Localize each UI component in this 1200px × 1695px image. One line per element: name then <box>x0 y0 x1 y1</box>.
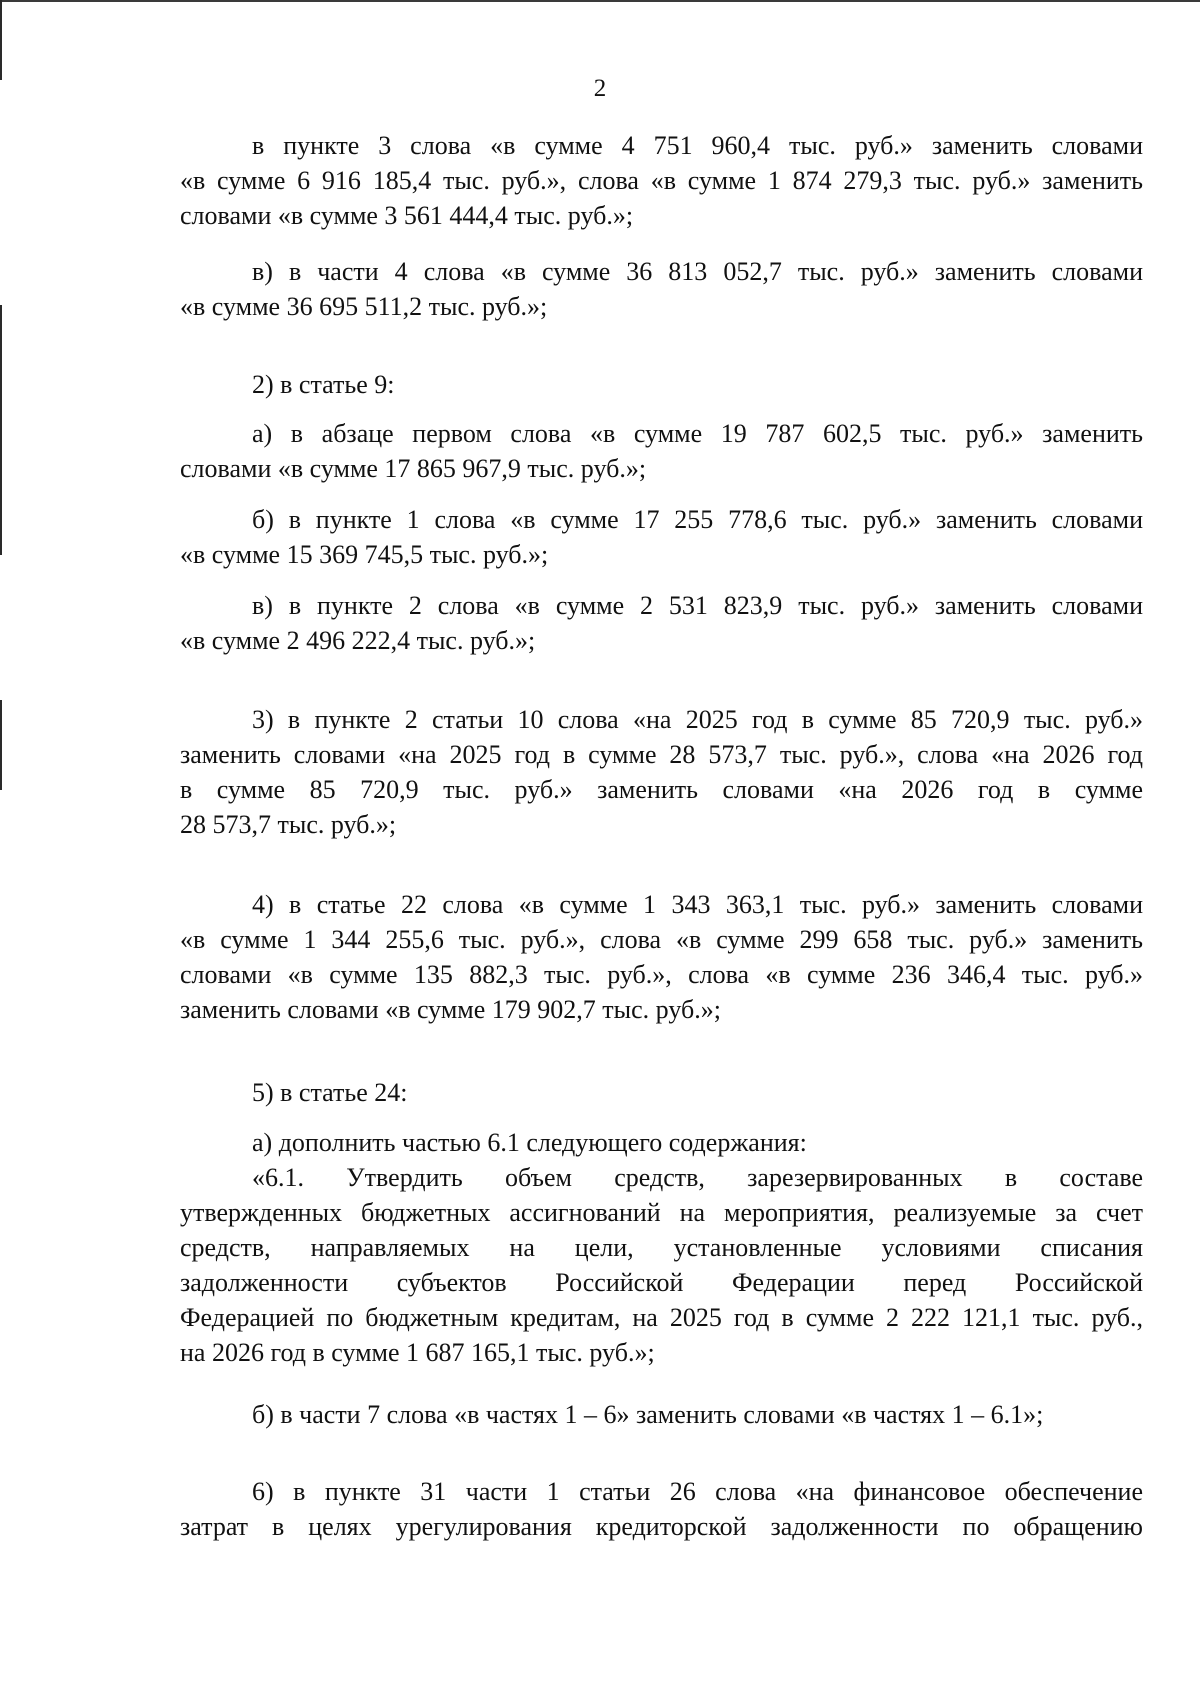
text-line: утвержденных бюджетных ассигнований на мероприятия, реализуемые за счет <box>180 1198 1143 1227</box>
quoted-part-6-1 <box>180 1160 1143 1370</box>
text-line: 2) в статье 9: <box>252 370 395 399</box>
paragraph-item-2 <box>180 367 1143 402</box>
text-line: «в сумме 36 695 511,2 тыс. руб.»; <box>180 292 548 321</box>
scan-top-edge <box>0 0 1200 2</box>
text-line: заменить словами «в сумме 179 902,7 тыс. руб.»; <box>180 995 721 1024</box>
text-line: словами «в сумме 17 865 967,9 тыс. руб.»; <box>180 454 647 483</box>
text-line: а) дополнить частью 6.1 следующего содержания: <box>252 1128 807 1157</box>
text-line: а) в абзаце первом слова «в сумме 19 787 602,5 тыс. руб.» заменить <box>252 419 1143 448</box>
text-line: б) в части 7 слова «в частях 1 – 6» заменить словами «в частях 1 – 6.1»; <box>252 1400 1044 1429</box>
paragraph-item-2-v <box>180 588 1143 658</box>
text-line: 4) в статье 22 слова «в сумме 1 343 363,1 тыс. руб.» заменить словами <box>252 890 1143 919</box>
text-line: заменить словами «на 2025 год в сумме 28 573,7 тыс. руб.», слова «на 2026 год <box>180 740 1143 769</box>
paragraph-item-2-a <box>180 416 1143 486</box>
text-line: словами «в сумме 3 561 444,4 тыс. руб.»; <box>180 201 634 230</box>
text-line: 5) в статье 24: <box>252 1078 408 1107</box>
paragraph-item-6 <box>180 1474 1143 1544</box>
text-line: затрат в целях урегулирования кредиторской задолженности по обращению <box>180 1512 1143 1541</box>
text-line: «в сумме 15 369 745,5 тыс. руб.»; <box>180 540 549 569</box>
text-line: словами «в сумме 135 882,3 тыс. руб.», слова «в сумме 236 346,4 тыс. руб.» <box>180 960 1143 989</box>
paragraph-item-1-b <box>180 128 1143 233</box>
text-line: «в сумме 6 916 185,4 тыс. руб.», слова «в сумме 1 874 279,3 тыс. руб.» заменить <box>180 166 1143 195</box>
paragraph-item-1-v <box>180 254 1143 324</box>
text-line: 6) в пункте 31 части 1 статьи 26 слова «на финансовое обеспечение <box>252 1477 1143 1506</box>
page-number: 2 <box>593 75 607 102</box>
text-line: на 2026 год в сумме 1 687 165,1 тыс. руб.»; <box>180 1338 655 1367</box>
text-line: в) в части 4 слова «в сумме 36 813 052,7 тыс. руб.» заменить словами <box>252 257 1143 286</box>
text-line: «в сумме 1 344 255,6 тыс. руб.», слова «в сумме 299 658 тыс. руб.» заменить <box>180 925 1143 954</box>
text-line: б) в пункте 1 слова «в сумме 17 255 778,6 тыс. руб.» заменить словами <box>252 505 1143 534</box>
scan-left-edge <box>0 0 2 80</box>
scan-left-edge <box>0 700 2 790</box>
text-line: «в сумме 2 496 222,4 тыс. руб.»; <box>180 626 536 655</box>
text-line: в пункте 3 слова «в сумме 4 751 960,4 тыс. руб.» заменить словами <box>252 131 1143 160</box>
text-line: «6.1. Утвердить объем средств, зарезервированных в составе <box>252 1163 1143 1192</box>
text-line: в сумме 85 720,9 тыс. руб.» заменить словами «на 2026 год в сумме <box>180 775 1143 804</box>
paragraph-item-3 <box>180 702 1143 842</box>
text-line: Федерацией по бюджетным кредитам, на 2025 год в сумме 2 222 121,1 тыс. руб., <box>180 1303 1143 1332</box>
paragraph-item-5-b <box>180 1397 1143 1432</box>
paragraph-item-4 <box>180 887 1143 1027</box>
text-line: задолженности субъектов Российской Федерации перед Российской <box>180 1268 1143 1297</box>
paragraph-item-5-a <box>180 1125 1143 1160</box>
paragraph-item-2-b <box>180 502 1143 572</box>
text-line: средств, направляемых на цели, установленные условиями списания <box>180 1233 1143 1262</box>
scan-left-edge <box>0 305 2 555</box>
text-line: в) в пункте 2 слова «в сумме 2 531 823,9 тыс. руб.» заменить словами <box>252 591 1143 620</box>
text-line: 3) в пункте 2 статьи 10 слова «на 2025 год в сумме 85 720,9 тыс. руб.» <box>252 705 1143 734</box>
text-line: 28 573,7 тыс. руб.»; <box>180 810 397 839</box>
paragraph-item-5 <box>180 1075 1143 1110</box>
